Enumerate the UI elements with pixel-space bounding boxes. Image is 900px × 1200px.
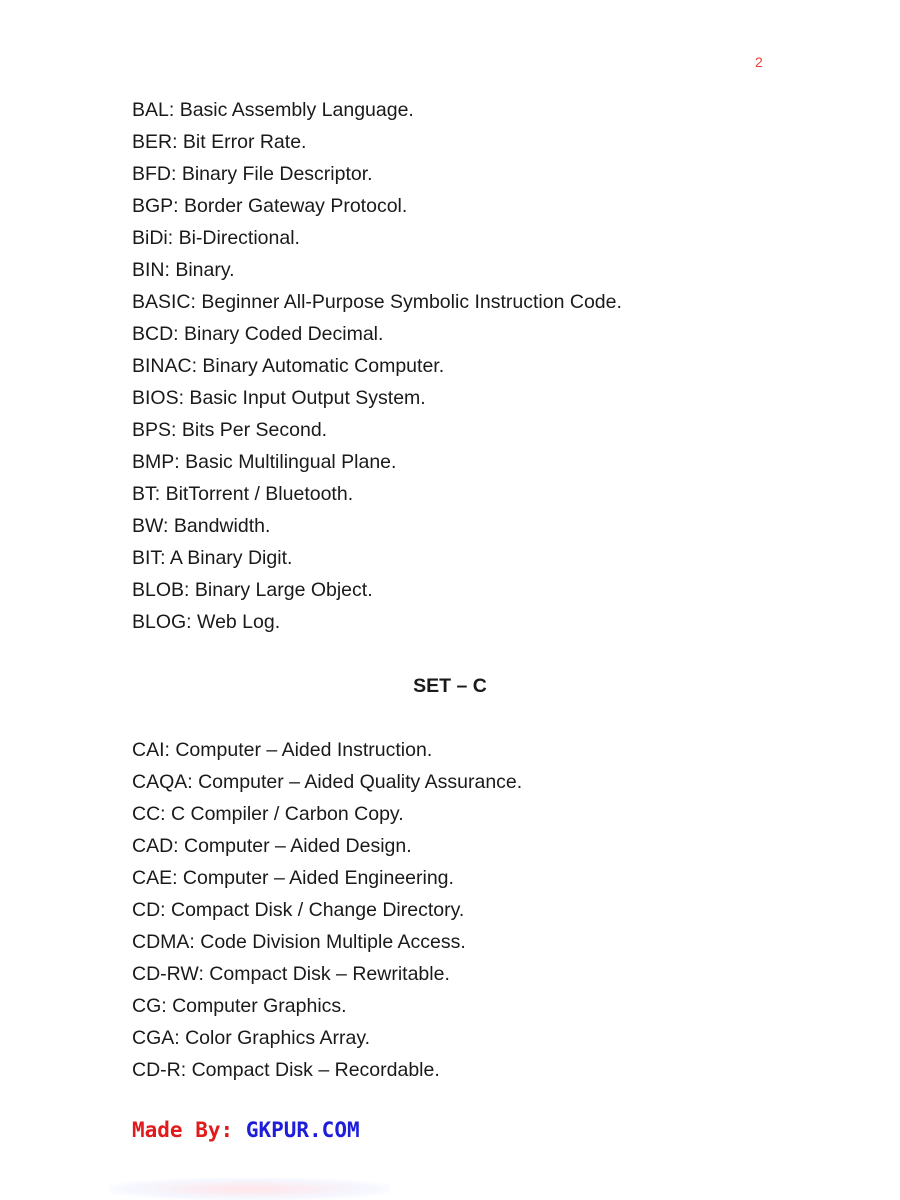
abbreviation-entry: BIT: A Binary Digit. bbox=[132, 547, 293, 569]
abbreviation-entry: CAQA: Computer – Aided Quality Assurance. bbox=[132, 771, 523, 793]
abbreviation-entry: BT: BitTorrent / Bluetooth. bbox=[132, 483, 354, 505]
abbreviation-entry: BW: Bandwidth. bbox=[132, 515, 271, 537]
abbreviation-entry: BGP: Border Gateway Protocol. bbox=[132, 195, 408, 217]
abbreviation-entry: BFD: Binary File Descriptor. bbox=[132, 163, 373, 185]
abbreviation-entry: CGA: Color Graphics Array. bbox=[132, 1027, 371, 1049]
abbreviation-entry: CAI: Computer – Aided Instruction. bbox=[132, 739, 433, 761]
abbreviation-entry: BMP: Basic Multilingual Plane. bbox=[132, 451, 397, 473]
footer-credit bbox=[132, 1118, 360, 1142]
abbreviation-entry: BiDi: Bi-Directional. bbox=[132, 227, 300, 249]
abbreviation-entry: BINAC: Binary Automatic Computer. bbox=[132, 355, 445, 377]
abbreviation-entry: BLOG: Web Log. bbox=[132, 611, 281, 633]
abbreviation-entry: CD-R: Compact Disk – Recordable. bbox=[132, 1059, 440, 1081]
made-by-label: Made By: bbox=[132, 1118, 234, 1142]
site-name[interactable]: GKPUR.COM bbox=[245, 1118, 360, 1142]
abbreviation-entry: CD-RW: Compact Disk – Rewritable. bbox=[132, 963, 450, 985]
abbreviation-entry: BPS: Bits Per Second. bbox=[132, 419, 328, 441]
abbreviation-entry: CAE: Computer – Aided Engineering. bbox=[132, 867, 454, 889]
abbreviation-entry: BIOS: Basic Input Output System. bbox=[132, 387, 426, 409]
abbreviation-entry: CC: C Compiler / Carbon Copy. bbox=[132, 803, 404, 825]
abbreviation-entry: CD: Compact Disk / Change Directory. bbox=[132, 899, 465, 921]
abbreviation-entry: BER: Bit Error Rate. bbox=[132, 131, 307, 153]
abbreviation-entry: BAL: Basic Assembly Language. bbox=[132, 99, 414, 121]
abbreviation-list-b bbox=[132, 94, 622, 638]
section-heading-set-c: SET – C bbox=[413, 675, 487, 697]
abbreviation-entry: BCD: Binary Coded Decimal. bbox=[132, 323, 384, 345]
abbreviation-entry: CAD: Computer – Aided Design. bbox=[132, 835, 412, 857]
abbreviation-entry: BASIC: Beginner All-Purpose Symbolic Instruction Code. bbox=[132, 291, 622, 313]
abbreviation-entry: BLOB: Binary Large Object. bbox=[132, 579, 373, 601]
abbreviation-entry: BIN: Binary. bbox=[132, 259, 235, 281]
bottom-decoration bbox=[110, 1178, 390, 1200]
abbreviation-entry: CDMA: Code Division Multiple Access. bbox=[132, 931, 466, 953]
abbreviation-entry: CG: Computer Graphics. bbox=[132, 995, 347, 1017]
abbreviation-list-c bbox=[132, 734, 522, 1086]
page-number: 2 bbox=[755, 54, 763, 70]
